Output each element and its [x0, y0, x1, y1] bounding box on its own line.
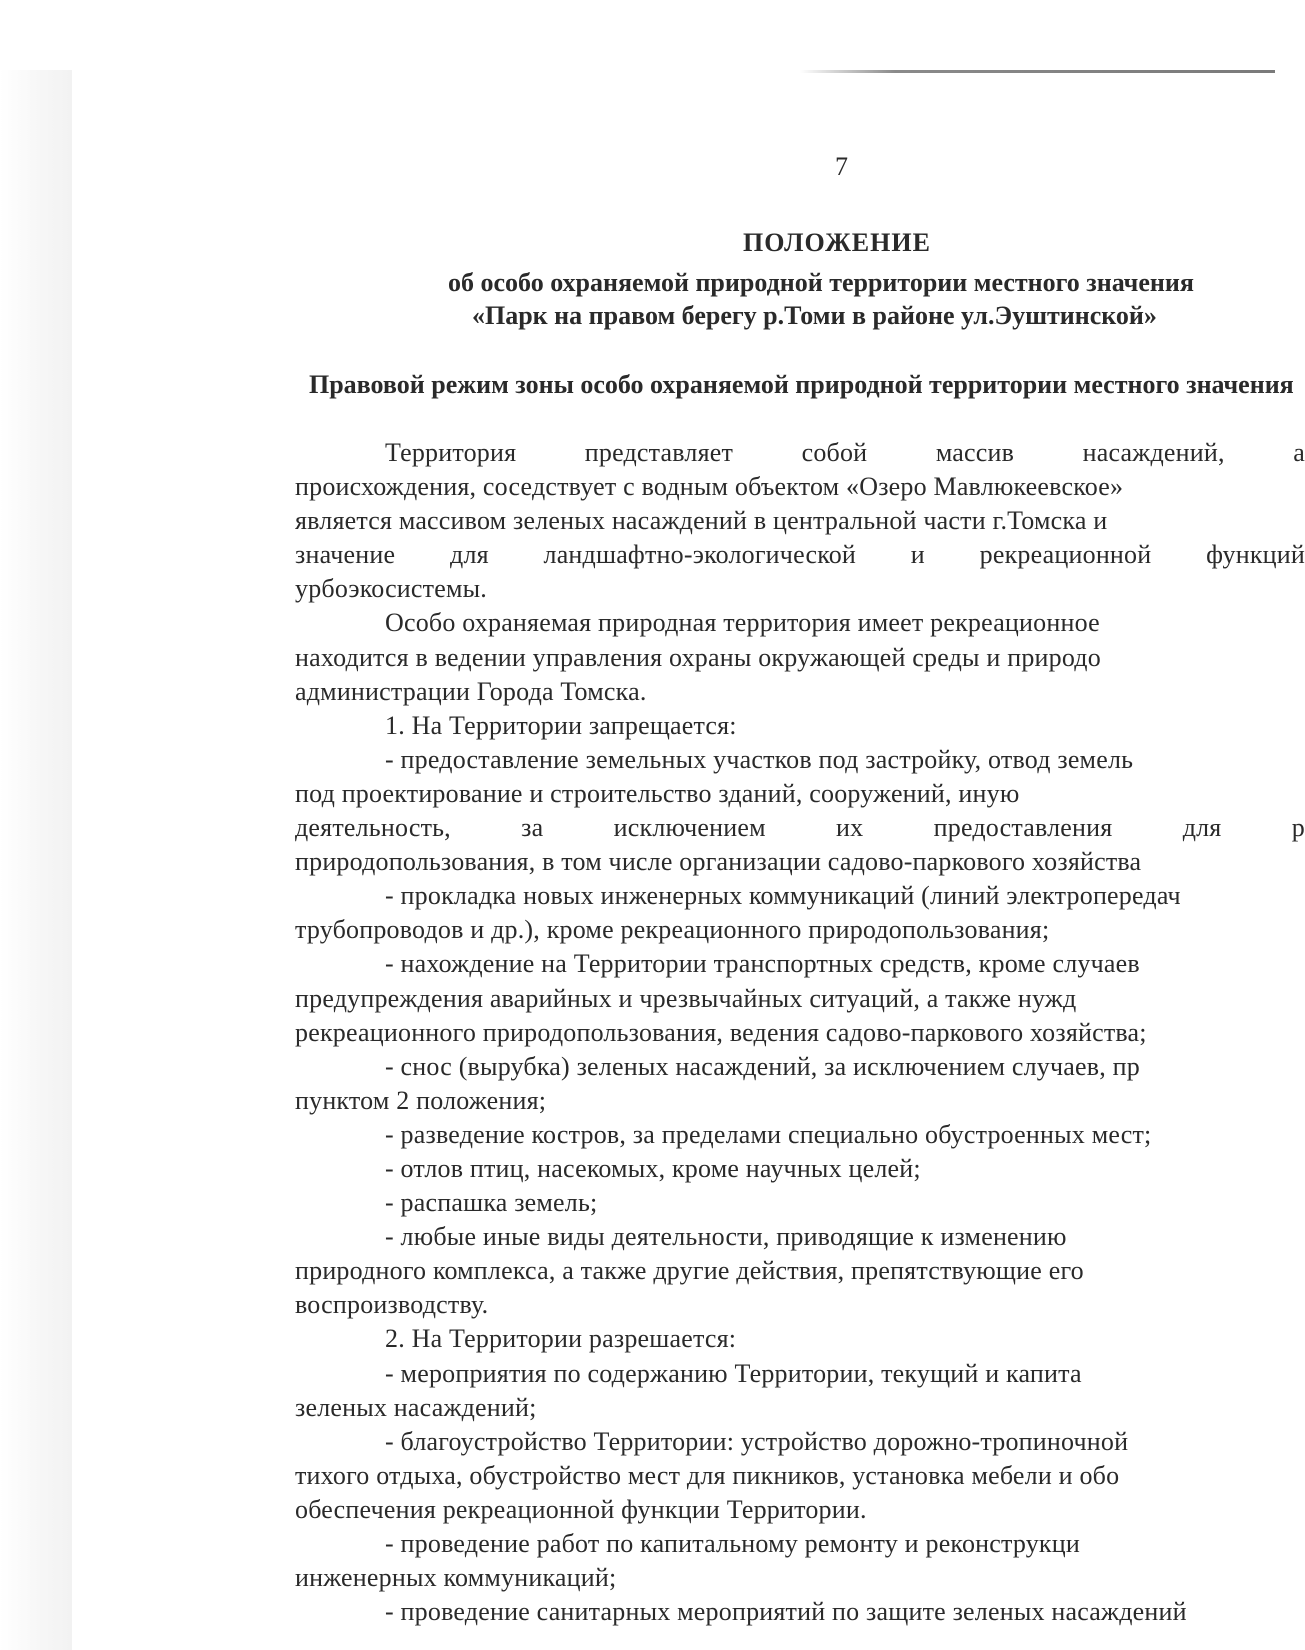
text-word: и: [910, 540, 925, 570]
text-line: - проведение работ по капитальному ремонту и реконструкци: [385, 1529, 1080, 1558]
text-line: - нахождение на Территории транспортных средств, кроме случаев: [385, 949, 1140, 979]
text-word: массив: [935, 438, 1015, 467]
text-line: - отлов птиц, насекомых, кроме научных целей;: [385, 1153, 921, 1183]
document-page: [295, 0, 1305, 1650]
text-word: за: [521, 813, 544, 843]
text-word: Территория: [385, 438, 517, 467]
text-line: [295, 436, 1305, 470]
page-number: 7: [835, 152, 848, 181]
text-word: ландшафтно-экологической: [543, 540, 857, 570]
text-word: предоставления: [933, 813, 1113, 843]
text-line: является массивом зеленых насаждений в центральной части г.Томска и: [295, 506, 1108, 536]
text-line: инженерных коммуникаций;: [295, 1563, 617, 1593]
text-line: тихого отдыха, обустройство мест для пикников, установка мебели и обо: [295, 1460, 1120, 1490]
text-word: р: [1291, 813, 1305, 843]
text-word: собой: [801, 438, 868, 467]
text-line: пунктом 2 положения;: [295, 1085, 547, 1115]
text-word: представляет: [584, 438, 734, 467]
text-line: зеленых насаждений;: [295, 1392, 537, 1422]
text-line: природного комплекса, а также другие действия, препятствующие его: [295, 1256, 1084, 1286]
text-line: предупреждения аварийных и чрезвычайных ситуаций, а также нужд: [295, 983, 1077, 1013]
text-line: трубопроводов и др.), кроме рекреационного природопользования;: [295, 915, 1050, 945]
section-title: Правовой режим зоны особо охраняемой природной территории местного значения: [309, 370, 1294, 399]
text-word: рекреационной: [979, 540, 1152, 570]
text-line: обеспечения рекреационной функции Территории.: [295, 1494, 867, 1524]
text-word: значение: [295, 540, 396, 570]
text-line: - благоустройство Территории: устройство дорожно-тропиночной: [385, 1426, 1129, 1456]
text-word: функций: [1206, 540, 1305, 570]
text-word: деятельность,: [295, 813, 451, 843]
text-line: - снос (вырубка) зеленых насаждений, за исключением случаев, пр: [385, 1051, 1140, 1081]
text-line: рекреационного природопользования, ведения садово-паркового хозяйства;: [295, 1017, 1147, 1047]
text-line: - прокладка новых инженерных коммуникаций (линий электропередач: [385, 881, 1181, 911]
text-line: Особо охраняемая природная территория имеет рекреационное: [385, 608, 1100, 638]
text-line: 2. На Территории разрешается:: [385, 1324, 737, 1354]
document-subtitle-line-1: об особо охраняемой природной территории местного значения: [448, 268, 1194, 297]
text-word: насаждений,: [1082, 438, 1225, 467]
text-word: их: [836, 813, 864, 843]
text-line: [295, 811, 1305, 845]
text-line: природопользования, в том числе организации садово-паркового хозяйства: [295, 847, 1142, 877]
text-word: исключением: [613, 813, 766, 843]
text-line: - разведение костров, за пределами специально обустроенных мест;: [385, 1119, 1152, 1149]
text-line: урбоэкосистемы.: [295, 574, 487, 604]
text-line: происхождения, соседствует с водным объектом «Озеро Мавлюкеевское»: [295, 472, 1124, 502]
text-line: - мероприятия по содержанию Территории, текущий и капита: [385, 1358, 1082, 1388]
text-line: - предоставление земельных участков под застройку, отвод земель: [385, 744, 1134, 774]
text-word: для: [450, 540, 489, 570]
text-line: - любые иные виды деятельности, приводящие к изменению: [385, 1222, 1067, 1252]
document-title: ПОЛОЖЕНИЕ: [743, 228, 931, 257]
text-word: а: [1293, 438, 1305, 467]
text-line: воспроизводству.: [295, 1290, 489, 1320]
scan-edge-shadow: [0, 70, 72, 1650]
text-line: администрации Города Томска.: [295, 676, 647, 706]
text-word: для: [1182, 813, 1222, 843]
text-line: 1. На Территории запрещается:: [385, 710, 737, 740]
text-line: находится в ведении управления охраны окружающей среды и природо: [295, 642, 1101, 672]
text-line: под проектирование и строительство зданий, сооружений, иную: [295, 778, 1020, 808]
text-line: - проведение санитарных мероприятий по защите зеленых насаждений: [385, 1597, 1187, 1627]
text-line: - распашка земель;: [385, 1188, 598, 1218]
document-subtitle-line-2: «Парк на правом берегу р.Томи в районе ул.Эуштинской»: [472, 301, 1157, 330]
text-line: [295, 538, 1305, 572]
body-text: [295, 436, 1305, 1629]
